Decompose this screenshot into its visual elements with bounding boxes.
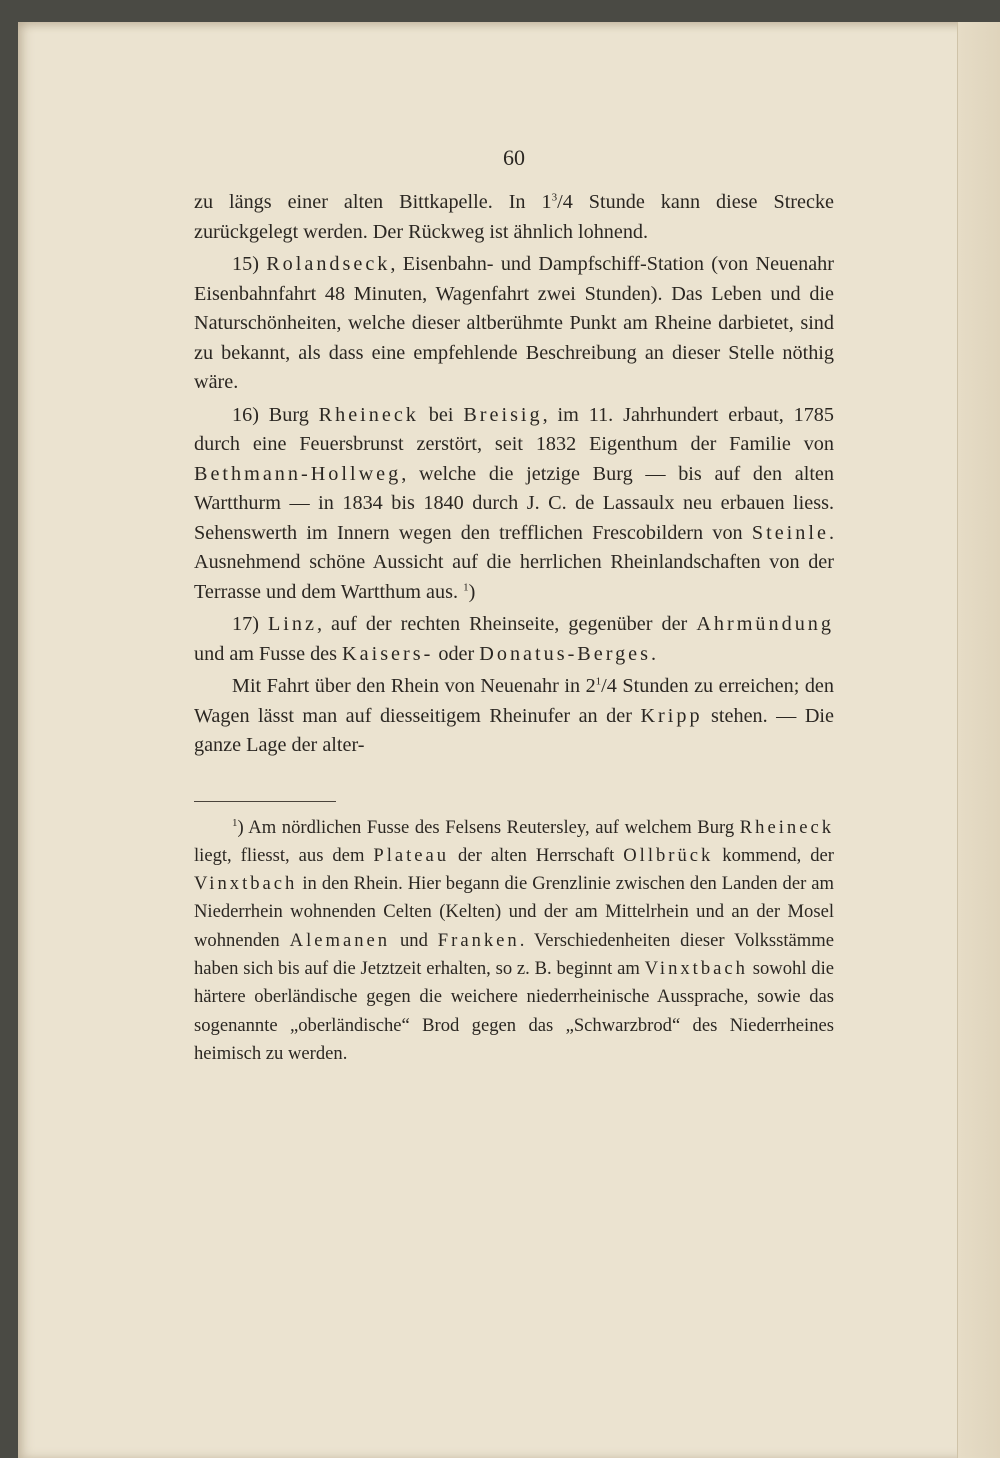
- spaced-name: Franken: [437, 929, 520, 951]
- text-run: . Verschiedenheiten dieser Volksstämme haben sich bis auf die Jetztzeit erhalten, so z. B. beginnt am: [194, 929, 834, 979]
- spaced-name: Ollbrück: [623, 844, 714, 866]
- page-number: 60: [503, 145, 525, 170]
- spaced-name: Vinxtbach: [644, 957, 748, 979]
- spaced-name: Rheineck: [318, 403, 419, 426]
- text-run: und: [390, 929, 438, 951]
- spaced-name: Linz: [267, 613, 317, 635]
- spaced-name: Donatus-Berges: [479, 642, 651, 665]
- paragraph-continuation: [194, 188, 834, 247]
- superscript: 1: [595, 675, 602, 688]
- footnote-text: [194, 814, 834, 1069]
- spaced-name: Bethmann-Hollweg: [194, 462, 402, 485]
- spaced-name: Rheineck: [739, 816, 834, 838]
- text-run: der alten Herrschaft: [449, 844, 624, 866]
- text-run: 17): [232, 613, 268, 635]
- text-run: bei: [418, 403, 464, 426]
- spaced-name: Plateau: [373, 844, 450, 866]
- text-run: 15): [232, 253, 267, 275]
- spaced-name: Kaisers-: [342, 642, 434, 665]
- paragraph-neuenahr-route: [194, 672, 834, 761]
- spaced-name: Ahrmündung: [696, 613, 834, 635]
- spaced-name: Steinle: [751, 521, 829, 544]
- text-run: oder: [433, 642, 480, 665]
- text-run: und am Fusse des: [194, 642, 343, 665]
- text-run: in den Rhein. Hier begann die Grenzlinie zwischen den Landen der am Niederrhein wohnenden Celten (Kelten) und der am Mittelrhein und an der Mosel wohnenden: [194, 873, 834, 951]
- text-run: liegt, fliesst, aus dem: [194, 844, 374, 866]
- spaced-name: Kripp: [640, 704, 703, 727]
- text-run: ) Am nördlichen Fusse des Felsens Reutersley, auf welchem Burg: [237, 816, 740, 838]
- footnote-divider: [194, 801, 336, 802]
- text-run: , auf der rechten Rheinseite, gegenüber der: [316, 613, 697, 635]
- text-run: .: [650, 642, 657, 665]
- spaced-name: Alemanen: [289, 929, 391, 951]
- text-run: ): [468, 580, 476, 603]
- paragraph-rheineck: [194, 401, 834, 608]
- paragraph-linz: [194, 610, 834, 669]
- text-run: zu längs einer alten Bittkapelle. In 1: [194, 191, 552, 213]
- superscript: 1: [232, 816, 238, 829]
- spaced-name: Rolandseck: [266, 253, 391, 275]
- text-run: /4 Stunden zu erreichen; den Wagen lässt man auf diesseitigem Rheinufer an der: [194, 675, 834, 727]
- text-run: 16) Burg: [232, 403, 319, 426]
- text-run: , welche die jetzige Burg — bis auf den alten Wartthurm — in 1834 bis 1840 durch J. C. de Lassaulx neu erbauen liess. Sehenswerth im Innern wegen den trefflichen Frescobildern von: [194, 462, 834, 544]
- text-run: /4 Stunde kann diese Strecke zurückgelegt werden. Der Rückweg ist ähnlich lohnend.: [194, 191, 834, 243]
- spaced-name: Breisig: [463, 403, 543, 426]
- superscript: 3: [551, 191, 558, 204]
- body-text: [194, 188, 834, 761]
- text-run: , im 11. Jahrhundert erbaut, 1785 durch eine Feuersbrunst zerstört, seit 1832 Eigenthum der Familie von: [194, 403, 834, 455]
- footnote: [194, 814, 834, 1069]
- page-edge: [957, 22, 1000, 1458]
- text-run: stehen. — Die ganze Lage der alter-: [194, 704, 834, 756]
- text-run: kommend, der: [713, 844, 834, 866]
- text-run: sowohl die härtere oberländische gegen die weichere niederrheinische Aussprache, sowie das sogenannte „oberländische“ Brod gegen das „Schwarzbrod“ des Niederrheines heimisch zu werden.: [194, 957, 835, 1064]
- page-content: [194, 142, 834, 1068]
- paragraph-rolandseck: [194, 250, 834, 398]
- text-run: Mit Fahrt über den Rhein von Neuenahr in 2: [232, 675, 596, 697]
- text-run: . Ausnehmend schöne Aussicht auf die herrlichen Rheinlandschaften von der Terrasse und dem Wartthum aus.: [194, 521, 834, 603]
- superscript: 1: [463, 580, 469, 593]
- text-run: , Eisenbahn- und Dampfschiff-Station (von Neuenahr Eisenbahnfahrt 48 Minuten, Wagenfahrt zwei Stunden). Das Leben und die Naturschönheiten, welche dieser altberühmte Punkt am Rheine darbietet, sind zu bekannt, als dass eine empfehlende Beschreibung an dieser Stelle nöthig wäre.: [194, 253, 834, 393]
- spaced-name: Vinxtbach: [194, 873, 298, 895]
